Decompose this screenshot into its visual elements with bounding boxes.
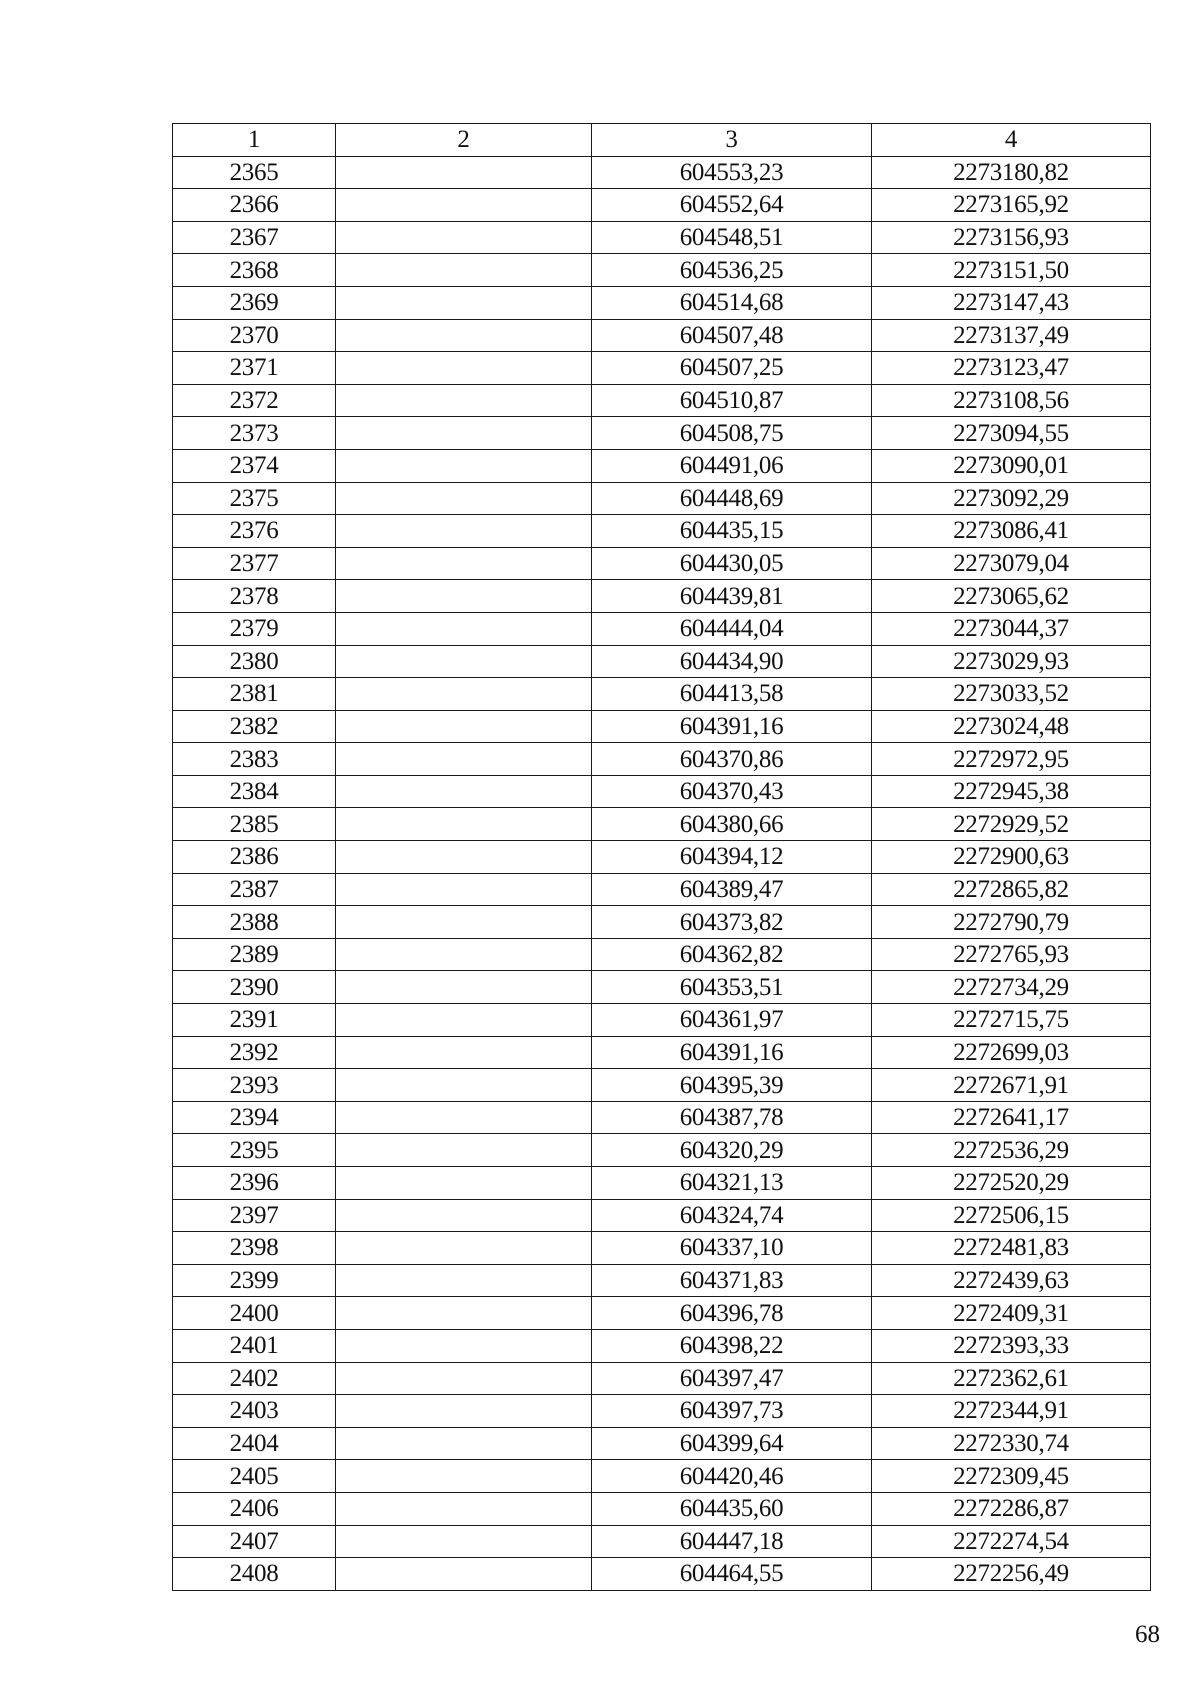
point-number-cell: 2370 bbox=[173, 319, 336, 352]
x-coordinate-cell: 604398,22 bbox=[592, 1329, 872, 1362]
table-row bbox=[173, 1427, 1151, 1460]
y-coordinate-cell: 2273123,47 bbox=[872, 352, 1151, 385]
table-row bbox=[173, 221, 1151, 254]
blank-cell bbox=[336, 221, 592, 254]
table-row bbox=[173, 352, 1151, 385]
x-coordinate-cell: 604391,16 bbox=[592, 710, 872, 743]
y-coordinate-cell: 2272734,29 bbox=[872, 971, 1151, 1004]
y-coordinate-cell: 2272439,63 bbox=[872, 1264, 1151, 1297]
point-number-cell: 2372 bbox=[173, 384, 336, 417]
x-coordinate-cell: 604391,16 bbox=[592, 1036, 872, 1069]
y-coordinate-cell: 2272929,52 bbox=[872, 808, 1151, 841]
table-row bbox=[173, 1069, 1151, 1102]
blank-cell bbox=[336, 1199, 592, 1232]
x-coordinate-cell: 604396,78 bbox=[592, 1297, 872, 1330]
blank-cell bbox=[336, 873, 592, 906]
blank-cell bbox=[336, 612, 592, 645]
y-coordinate-cell: 2272536,29 bbox=[872, 1134, 1151, 1167]
point-number-cell: 2374 bbox=[173, 449, 336, 482]
table-row bbox=[173, 710, 1151, 743]
x-coordinate-cell: 604399,64 bbox=[592, 1427, 872, 1460]
y-coordinate-cell: 2272362,61 bbox=[872, 1362, 1151, 1395]
y-coordinate-cell: 2273079,04 bbox=[872, 547, 1151, 580]
y-coordinate-cell: 2273092,29 bbox=[872, 482, 1151, 515]
x-coordinate-cell: 604434,90 bbox=[592, 645, 872, 678]
x-coordinate-cell: 604370,86 bbox=[592, 743, 872, 776]
table-row bbox=[173, 286, 1151, 319]
blank-cell bbox=[336, 1329, 592, 1362]
table-row bbox=[173, 580, 1151, 613]
x-coordinate-cell: 604353,51 bbox=[592, 971, 872, 1004]
x-coordinate-cell: 604507,48 bbox=[592, 319, 872, 352]
x-coordinate-cell: 604397,47 bbox=[592, 1362, 872, 1395]
point-number-cell: 2405 bbox=[173, 1460, 336, 1493]
table-row bbox=[173, 906, 1151, 939]
x-coordinate-cell: 604514,68 bbox=[592, 286, 872, 319]
x-coordinate-cell: 604507,25 bbox=[592, 352, 872, 385]
blank-cell bbox=[336, 254, 592, 287]
blank-cell bbox=[336, 775, 592, 808]
table-row bbox=[173, 449, 1151, 482]
blank-cell bbox=[336, 808, 592, 841]
y-coordinate-cell: 2273090,01 bbox=[872, 449, 1151, 482]
blank-cell bbox=[336, 1362, 592, 1395]
y-coordinate-cell: 2272715,75 bbox=[872, 1004, 1151, 1037]
table-row bbox=[173, 841, 1151, 874]
y-coordinate-cell: 2272256,49 bbox=[872, 1558, 1151, 1591]
blank-cell bbox=[336, 449, 592, 482]
blank-cell bbox=[336, 384, 592, 417]
x-coordinate-cell: 604397,73 bbox=[592, 1395, 872, 1428]
table-row bbox=[173, 417, 1151, 450]
table-body bbox=[173, 156, 1151, 1590]
table-row bbox=[173, 1004, 1151, 1037]
x-coordinate-cell: 604552,64 bbox=[592, 189, 872, 222]
column-header-4: 4 bbox=[872, 124, 1151, 157]
x-coordinate-cell: 604361,97 bbox=[592, 1004, 872, 1037]
blank-cell bbox=[336, 286, 592, 319]
y-coordinate-cell: 2272481,83 bbox=[872, 1232, 1151, 1265]
y-coordinate-cell: 2272671,91 bbox=[872, 1069, 1151, 1102]
header-row bbox=[173, 124, 1151, 157]
y-coordinate-cell: 2273094,55 bbox=[872, 417, 1151, 450]
x-coordinate-cell: 604444,04 bbox=[592, 612, 872, 645]
blank-cell bbox=[336, 841, 592, 874]
x-coordinate-cell: 604448,69 bbox=[592, 482, 872, 515]
table-header bbox=[173, 124, 1151, 157]
point-number-cell: 2398 bbox=[173, 1232, 336, 1265]
blank-cell bbox=[336, 547, 592, 580]
y-coordinate-cell: 2273033,52 bbox=[872, 678, 1151, 711]
x-coordinate-cell: 604510,87 bbox=[592, 384, 872, 417]
blank-cell bbox=[336, 1558, 592, 1591]
table-row bbox=[173, 254, 1151, 287]
table-row bbox=[173, 1525, 1151, 1558]
y-coordinate-cell: 2272506,15 bbox=[872, 1199, 1151, 1232]
point-number-cell: 2389 bbox=[173, 938, 336, 971]
point-number-cell: 2378 bbox=[173, 580, 336, 613]
y-coordinate-cell: 2273029,93 bbox=[872, 645, 1151, 678]
x-coordinate-cell: 604435,60 bbox=[592, 1492, 872, 1525]
blank-cell bbox=[336, 1004, 592, 1037]
y-coordinate-cell: 2272765,93 bbox=[872, 938, 1151, 971]
y-coordinate-cell: 2272641,17 bbox=[872, 1101, 1151, 1134]
point-number-cell: 2394 bbox=[173, 1101, 336, 1134]
x-coordinate-cell: 604548,51 bbox=[592, 221, 872, 254]
y-coordinate-cell: 2272520,29 bbox=[872, 1167, 1151, 1200]
point-number-cell: 2401 bbox=[173, 1329, 336, 1362]
blank-cell bbox=[336, 156, 592, 189]
point-number-cell: 2393 bbox=[173, 1069, 336, 1102]
table-row bbox=[173, 1199, 1151, 1232]
point-number-cell: 2365 bbox=[173, 156, 336, 189]
point-number-cell: 2402 bbox=[173, 1362, 336, 1395]
y-coordinate-cell: 2272945,38 bbox=[872, 775, 1151, 808]
point-number-cell: 2368 bbox=[173, 254, 336, 287]
column-header-3: 3 bbox=[592, 124, 872, 157]
y-coordinate-cell: 2273151,50 bbox=[872, 254, 1151, 287]
table-row bbox=[173, 612, 1151, 645]
table-row bbox=[173, 873, 1151, 906]
y-coordinate-cell: 2273156,93 bbox=[872, 221, 1151, 254]
blank-cell bbox=[336, 1297, 592, 1330]
point-number-cell: 2379 bbox=[173, 612, 336, 645]
x-coordinate-cell: 604373,82 bbox=[592, 906, 872, 939]
coordinates-table bbox=[172, 123, 1151, 1591]
point-number-cell: 2376 bbox=[173, 515, 336, 548]
y-coordinate-cell: 2273180,82 bbox=[872, 156, 1151, 189]
table-row bbox=[173, 1264, 1151, 1297]
blank-cell bbox=[336, 743, 592, 776]
point-number-cell: 2386 bbox=[173, 841, 336, 874]
x-coordinate-cell: 604420,46 bbox=[592, 1460, 872, 1493]
x-coordinate-cell: 604380,66 bbox=[592, 808, 872, 841]
y-coordinate-cell: 2272344,91 bbox=[872, 1395, 1151, 1428]
x-coordinate-cell: 604508,75 bbox=[592, 417, 872, 450]
x-coordinate-cell: 604337,10 bbox=[592, 1232, 872, 1265]
point-number-cell: 2367 bbox=[173, 221, 336, 254]
blank-cell bbox=[336, 515, 592, 548]
y-coordinate-cell: 2272790,79 bbox=[872, 906, 1151, 939]
blank-cell bbox=[336, 482, 592, 515]
point-number-cell: 2385 bbox=[173, 808, 336, 841]
column-header-2: 2 bbox=[336, 124, 592, 157]
point-number-cell: 2375 bbox=[173, 482, 336, 515]
point-number-cell: 2383 bbox=[173, 743, 336, 776]
y-coordinate-cell: 2272972,95 bbox=[872, 743, 1151, 776]
point-number-cell: 2399 bbox=[173, 1264, 336, 1297]
point-number-cell: 2366 bbox=[173, 189, 336, 222]
table-row bbox=[173, 1329, 1151, 1362]
x-coordinate-cell: 604536,25 bbox=[592, 254, 872, 287]
point-number-cell: 2397 bbox=[173, 1199, 336, 1232]
y-coordinate-cell: 2273086,41 bbox=[872, 515, 1151, 548]
table-row bbox=[173, 547, 1151, 580]
blank-cell bbox=[336, 938, 592, 971]
table-row bbox=[173, 1492, 1151, 1525]
table-row bbox=[173, 645, 1151, 678]
point-number-cell: 2390 bbox=[173, 971, 336, 1004]
y-coordinate-cell: 2272409,31 bbox=[872, 1297, 1151, 1330]
table-row bbox=[173, 938, 1151, 971]
blank-cell bbox=[336, 319, 592, 352]
table-row bbox=[173, 156, 1151, 189]
x-coordinate-cell: 604413,58 bbox=[592, 678, 872, 711]
blank-cell bbox=[336, 1101, 592, 1134]
x-coordinate-cell: 604439,81 bbox=[592, 580, 872, 613]
blank-cell bbox=[336, 1167, 592, 1200]
table-row bbox=[173, 1460, 1151, 1493]
table-row bbox=[173, 743, 1151, 776]
y-coordinate-cell: 2273024,48 bbox=[872, 710, 1151, 743]
y-coordinate-cell: 2273044,37 bbox=[872, 612, 1151, 645]
blank-cell bbox=[336, 189, 592, 222]
table-row bbox=[173, 384, 1151, 417]
blank-cell bbox=[336, 971, 592, 1004]
table-row bbox=[173, 971, 1151, 1004]
table-row bbox=[173, 1101, 1151, 1134]
x-coordinate-cell: 604362,82 bbox=[592, 938, 872, 971]
x-coordinate-cell: 604371,83 bbox=[592, 1264, 872, 1297]
x-coordinate-cell: 604389,47 bbox=[592, 873, 872, 906]
point-number-cell: 2391 bbox=[173, 1004, 336, 1037]
blank-cell bbox=[336, 580, 592, 613]
x-coordinate-cell: 604464,55 bbox=[592, 1558, 872, 1591]
table-row bbox=[173, 775, 1151, 808]
blank-cell bbox=[336, 1036, 592, 1069]
point-number-cell: 2404 bbox=[173, 1427, 336, 1460]
point-number-cell: 2392 bbox=[173, 1036, 336, 1069]
column-header-1: 1 bbox=[173, 124, 336, 157]
blank-cell bbox=[336, 1134, 592, 1167]
blank-cell bbox=[336, 1232, 592, 1265]
blank-cell bbox=[336, 710, 592, 743]
point-number-cell: 2384 bbox=[173, 775, 336, 808]
table-row bbox=[173, 1395, 1151, 1428]
x-coordinate-cell: 604324,74 bbox=[592, 1199, 872, 1232]
point-number-cell: 2371 bbox=[173, 352, 336, 385]
table-row bbox=[173, 1134, 1151, 1167]
table-row bbox=[173, 515, 1151, 548]
table-row bbox=[173, 1297, 1151, 1330]
table-row bbox=[173, 678, 1151, 711]
table-row bbox=[173, 189, 1151, 222]
blank-cell bbox=[336, 417, 592, 450]
y-coordinate-cell: 2273165,92 bbox=[872, 189, 1151, 222]
blank-cell bbox=[336, 1069, 592, 1102]
point-number-cell: 2369 bbox=[173, 286, 336, 319]
point-number-cell: 2387 bbox=[173, 873, 336, 906]
blank-cell bbox=[336, 678, 592, 711]
blank-cell bbox=[336, 1460, 592, 1493]
point-number-cell: 2403 bbox=[173, 1395, 336, 1428]
blank-cell bbox=[336, 1525, 592, 1558]
x-coordinate-cell: 604320,29 bbox=[592, 1134, 872, 1167]
point-number-cell: 2381 bbox=[173, 678, 336, 711]
y-coordinate-cell: 2273108,56 bbox=[872, 384, 1151, 417]
x-coordinate-cell: 604553,23 bbox=[592, 156, 872, 189]
blank-cell bbox=[336, 906, 592, 939]
y-coordinate-cell: 2272393,33 bbox=[872, 1329, 1151, 1362]
blank-cell bbox=[336, 352, 592, 385]
blank-cell bbox=[336, 1264, 592, 1297]
blank-cell bbox=[336, 1395, 592, 1428]
table-row bbox=[173, 1362, 1151, 1395]
table-row bbox=[173, 482, 1151, 515]
table-row bbox=[173, 1036, 1151, 1069]
point-number-cell: 2408 bbox=[173, 1558, 336, 1591]
blank-cell bbox=[336, 645, 592, 678]
y-coordinate-cell: 2272309,45 bbox=[872, 1460, 1151, 1493]
table-row bbox=[173, 1232, 1151, 1265]
x-coordinate-cell: 604430,05 bbox=[592, 547, 872, 580]
x-coordinate-cell: 604395,39 bbox=[592, 1069, 872, 1102]
table-row bbox=[173, 319, 1151, 352]
point-number-cell: 2395 bbox=[173, 1134, 336, 1167]
table-row bbox=[173, 1558, 1151, 1591]
y-coordinate-cell: 2273147,43 bbox=[872, 286, 1151, 319]
x-coordinate-cell: 604387,78 bbox=[592, 1101, 872, 1134]
y-coordinate-cell: 2272865,82 bbox=[872, 873, 1151, 906]
blank-cell bbox=[336, 1492, 592, 1525]
point-number-cell: 2380 bbox=[173, 645, 336, 678]
table-row bbox=[173, 808, 1151, 841]
table-row bbox=[173, 1167, 1151, 1200]
x-coordinate-cell: 604491,06 bbox=[592, 449, 872, 482]
y-coordinate-cell: 2273137,49 bbox=[872, 319, 1151, 352]
y-coordinate-cell: 2272286,87 bbox=[872, 1492, 1151, 1525]
point-number-cell: 2407 bbox=[173, 1525, 336, 1558]
point-number-cell: 2396 bbox=[173, 1167, 336, 1200]
x-coordinate-cell: 604435,15 bbox=[592, 515, 872, 548]
y-coordinate-cell: 2273065,62 bbox=[872, 580, 1151, 613]
page-number: 68 bbox=[1135, 1621, 1160, 1648]
point-number-cell: 2406 bbox=[173, 1492, 336, 1525]
blank-cell bbox=[336, 1427, 592, 1460]
y-coordinate-cell: 2272900,63 bbox=[872, 841, 1151, 874]
x-coordinate-cell: 604394,12 bbox=[592, 841, 872, 874]
x-coordinate-cell: 604370,43 bbox=[592, 775, 872, 808]
y-coordinate-cell: 2272274,54 bbox=[872, 1525, 1151, 1558]
y-coordinate-cell: 2272330,74 bbox=[872, 1427, 1151, 1460]
point-number-cell: 2373 bbox=[173, 417, 336, 450]
point-number-cell: 2377 bbox=[173, 547, 336, 580]
point-number-cell: 2382 bbox=[173, 710, 336, 743]
y-coordinate-cell: 2272699,03 bbox=[872, 1036, 1151, 1069]
x-coordinate-cell: 604447,18 bbox=[592, 1525, 872, 1558]
x-coordinate-cell: 604321,13 bbox=[592, 1167, 872, 1200]
point-number-cell: 2400 bbox=[173, 1297, 336, 1330]
point-number-cell: 2388 bbox=[173, 906, 336, 939]
